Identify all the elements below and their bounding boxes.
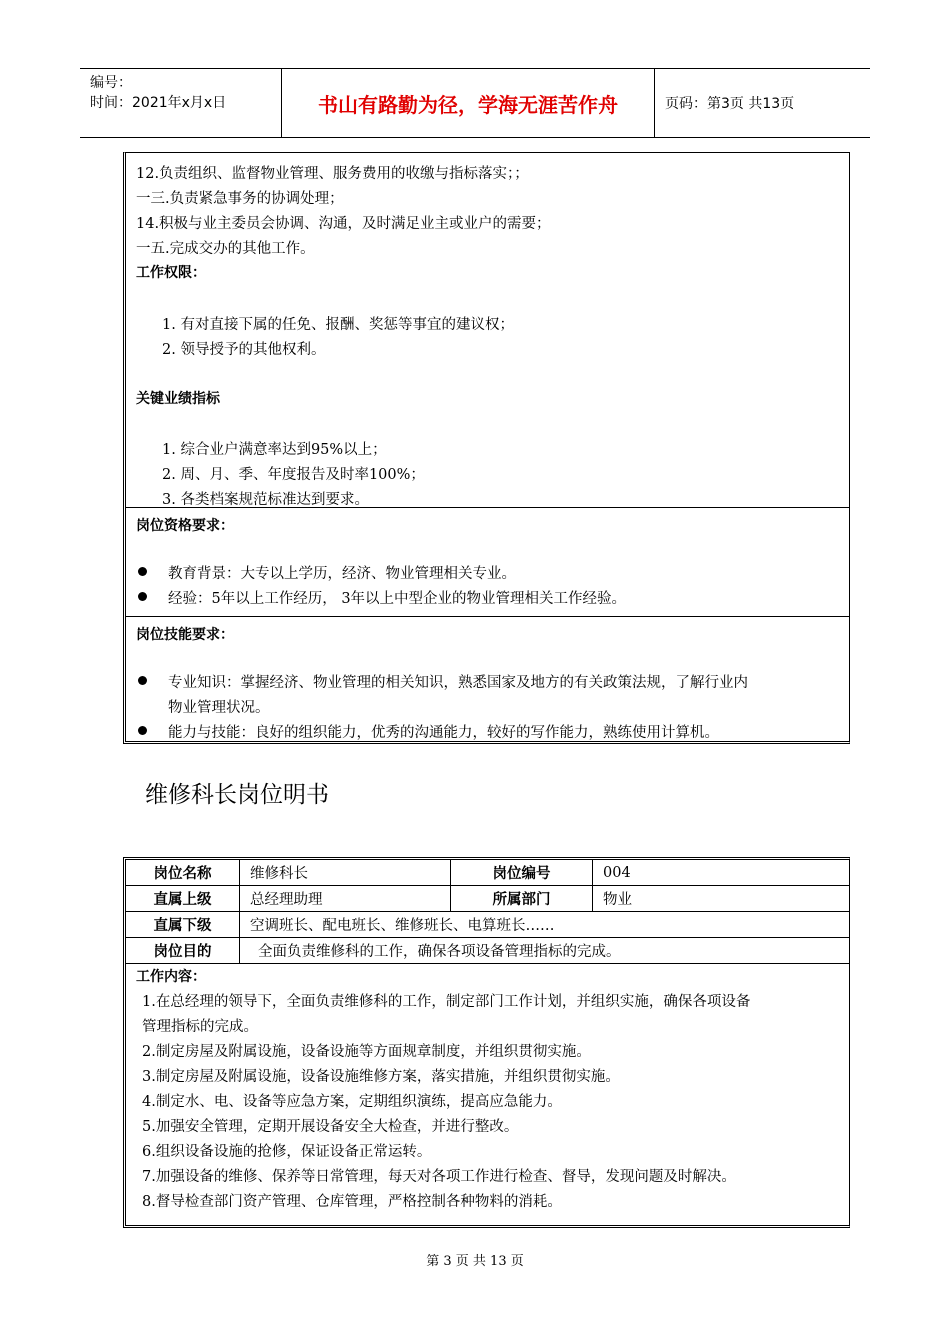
work-item: 3.制定房屋及附属设施，设备设施维修方案，落实措施，并组织贯彻实施。 xyxy=(142,1069,620,1085)
post-no-value: 004 xyxy=(603,864,631,881)
work-item: 7.加强设备的维修、保养等日常管理，每天对各项工作进行检查、督导，发现问题及时解决。 xyxy=(142,1169,736,1185)
work-item: 1.在总经理的领导下，全面负责维修科的工作，制定部门工作计划，并组织实施，确保各项设备 xyxy=(142,994,751,1010)
superior-value: 总经理助理 xyxy=(240,886,451,911)
purpose-label: 岗位目的 xyxy=(126,938,240,963)
subordinate-label: 直属下级 xyxy=(126,912,240,937)
bullet-icon xyxy=(138,567,147,576)
page-footer: 第 3 页 共 13 页 xyxy=(426,1254,524,1269)
skill-item: 能力与技能：良好的组织能力，优秀的沟通能力，较好的写作能力，熟练使用计算机。 xyxy=(168,725,719,741)
duty-line: 12.负责组织、监督物业管理、服务费用的收缴与指标落实；； xyxy=(136,166,529,182)
header-meta xyxy=(80,69,282,137)
header-page-info: 页码：第3页 共13页 xyxy=(665,96,795,112)
authority-heading: 工作权限： xyxy=(136,265,206,281)
kpi-item: 3. 各类档案规范标准达到要求。 xyxy=(162,492,369,508)
dept-value: 物业 xyxy=(603,892,632,908)
kpi-item: 1. 综合业户满意率达到95%以上； xyxy=(162,442,387,458)
table-row xyxy=(126,912,849,938)
qualification-item: 教育背景：大专以上学历，经济、物业管理相关专业。 xyxy=(168,566,516,582)
kpi-item: 2. 周、月、季、年度报告及时率100%； xyxy=(162,467,425,483)
section-title: 维修科长岗位明书 xyxy=(145,782,329,808)
table-row xyxy=(126,938,849,964)
subordinate-value: 空调班长、配电班长、维修班长、电算班长…… xyxy=(250,918,555,934)
post-info-table xyxy=(123,857,850,964)
duty-line: 一五.完成交办的其他工作。 xyxy=(136,241,315,257)
skill-item: 专业知识：掌握经济、物业管理的相关知识，熟悉国家及地方的有关政策法规，了解行业内 xyxy=(168,675,748,691)
authority-item: 1. 有对直接下属的任免、报酬、奖惩等事宜的建议权； xyxy=(162,317,514,333)
duty-line: 14.积极与业主委员会协调、沟通，及时满足业主或业户的需要； xyxy=(136,216,551,232)
skill-heading: 岗位技能要求： xyxy=(136,627,234,643)
work-content-box xyxy=(123,962,850,1228)
work-item: 6.组织设备设施的抢修，保证设备正常运转。 xyxy=(142,1144,432,1160)
post-name-value: 维修科长 xyxy=(240,860,451,885)
bullet-icon xyxy=(138,676,147,685)
kpi-heading: 关键业绩指标 xyxy=(136,391,220,407)
work-item: 5.加强安全管理，定期开展设备安全大检查，并进行整改。 xyxy=(142,1119,519,1135)
divider xyxy=(126,507,849,508)
divider xyxy=(126,616,849,617)
work-item: 2.制定房屋及附属设施，设备设施等方面规章制度，并组织贯彻实施。 xyxy=(142,1044,591,1060)
time-label: 时间：2021年x月x日 xyxy=(90,95,227,111)
purpose-value: 全面负责维修科的工作，确保各项设备管理指标的完成。 xyxy=(258,944,621,960)
qualification-heading: 岗位资格要求： xyxy=(136,518,234,534)
duty-line: 一三.负责紧急事务的协调处理； xyxy=(136,191,344,207)
post-name-label: 岗位名称 xyxy=(126,860,240,885)
work-heading: 工作内容： xyxy=(136,969,206,985)
table-row xyxy=(126,886,849,912)
job-description-continued xyxy=(123,152,850,744)
post-no-label: 岗位编号 xyxy=(451,860,593,885)
qualification-item: 经验：5年以上工作经历， 3年以上中型企业的物业管理相关工作经验。 xyxy=(168,591,627,607)
work-item: 4.制定水、电、设备等应急方案，定期组织演练，提高应急能力。 xyxy=(142,1094,562,1110)
page-header xyxy=(80,68,870,138)
bullet-icon xyxy=(138,592,147,601)
authority-item: 2. 领导授予的其他权利。 xyxy=(162,342,326,358)
work-item: 8.督导检查部门资产管理、仓库管理，严格控制各种物料的消耗。 xyxy=(142,1194,562,1210)
number-label: 编号： xyxy=(90,75,132,91)
table-row xyxy=(126,860,849,886)
work-item-continued: 管理指标的完成。 xyxy=(142,1019,258,1035)
bullet-icon xyxy=(138,726,147,735)
skill-item-continued: 物业管理状况。 xyxy=(168,700,270,716)
header-motto: 书山有路勤为径，学海无涯苦作舟 xyxy=(282,69,655,137)
dept-label: 所属部门 xyxy=(451,886,593,911)
superior-label: 直属上级 xyxy=(126,886,240,911)
